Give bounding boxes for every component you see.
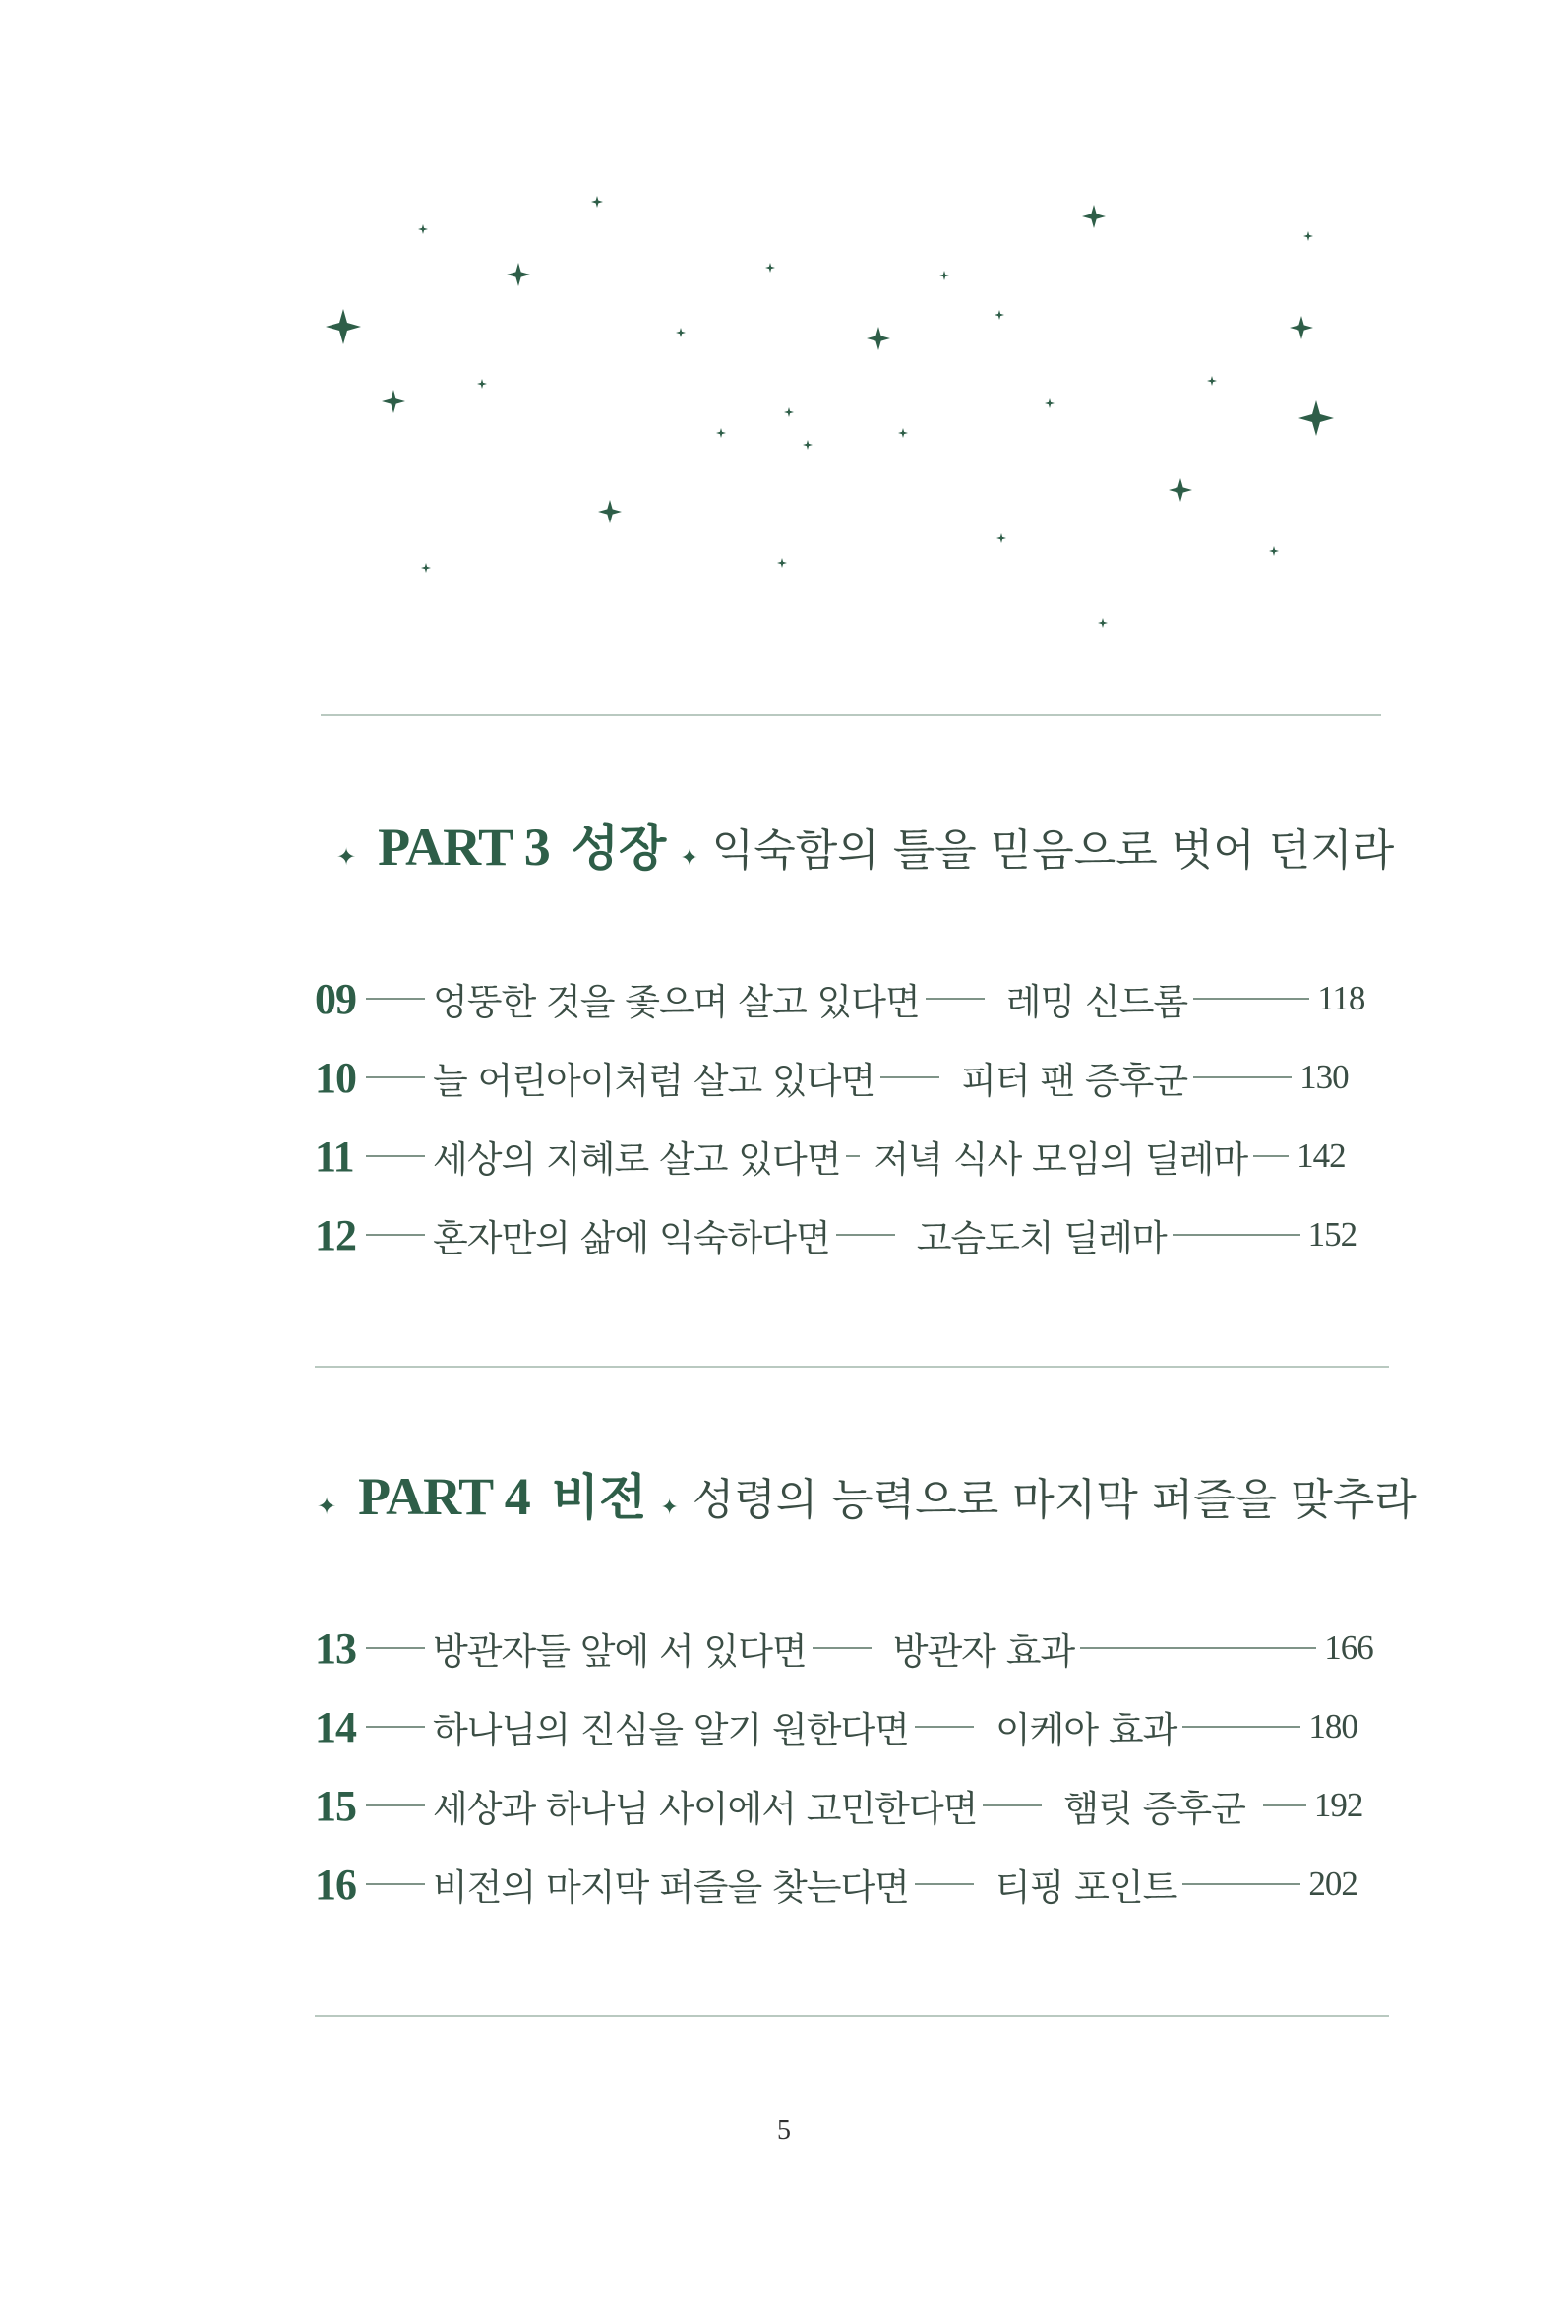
chapter-number: 15 <box>315 1781 356 1830</box>
leader-line <box>813 1647 872 1649</box>
star-bullet-icon: ✦ <box>336 843 357 871</box>
star-icon <box>418 224 428 234</box>
star-icon <box>995 310 1004 320</box>
chapter-topic: 햄릿 증후군 <box>1063 1788 1245 1830</box>
leader-line <box>915 1883 974 1885</box>
part-label: PART 4 <box>358 1467 530 1526</box>
toc-entry[interactable] <box>315 1697 1357 1756</box>
chapter-title: 비전의 마지막 퍼즐을 찾는다면 <box>433 1866 909 1909</box>
leader-line <box>366 1076 425 1078</box>
leader-line <box>366 998 425 1000</box>
leader-line <box>1182 1883 1300 1885</box>
chapter-topic: 티핑 포인트 <box>995 1866 1177 1909</box>
star-icon <box>803 440 813 450</box>
star-icon <box>1303 231 1313 241</box>
chapter-number: 13 <box>315 1623 356 1673</box>
leader-line <box>846 1155 860 1157</box>
star-icon <box>867 327 890 350</box>
star-icon <box>1169 478 1192 502</box>
toc-entry[interactable] <box>315 1619 1373 1678</box>
chapter-topic: 레밍 신드롬 <box>1005 981 1188 1023</box>
chapter-number: 11 <box>315 1131 354 1181</box>
star-icon <box>1290 316 1313 339</box>
chapter-title: 방관자들 앞에 서 있다면 <box>433 1630 807 1673</box>
toc-entry[interactable] <box>315 1127 1346 1186</box>
page-ref: 166 <box>1324 1628 1373 1667</box>
toc-entry[interactable] <box>315 1776 1362 1835</box>
chapter-topic: 이케아 효과 <box>995 1709 1177 1751</box>
leader-line <box>1253 1155 1289 1157</box>
divider-top <box>321 714 1381 716</box>
leader-line <box>915 1726 974 1728</box>
chapter-topic: 방관자 효과 <box>892 1630 1075 1673</box>
chapter-title: 하나님의 진심을 알기 원한다면 <box>433 1709 909 1751</box>
star-icon <box>1098 618 1108 628</box>
chapter-title: 혼자만의 삶에 익숙하다면 <box>433 1217 830 1259</box>
chapter-number: 16 <box>315 1860 356 1909</box>
star-icon <box>1082 205 1106 228</box>
star-icon <box>996 533 1006 543</box>
page-ref: 142 <box>1297 1136 1346 1175</box>
star-icon <box>765 263 775 273</box>
chapter-title: 엉뚱한 것을 좇으며 살고 있다면 <box>433 981 920 1023</box>
part-theme: 비전 <box>551 1468 647 1526</box>
toc-entry[interactable] <box>315 1205 1357 1264</box>
leader-line <box>366 1647 425 1649</box>
star-icon <box>591 196 603 208</box>
leader-line <box>366 1155 425 1157</box>
star-bullet-icon: ✦ <box>317 1493 337 1520</box>
star-separator-icon: ✦ <box>660 1496 679 1520</box>
part-3-heading <box>336 809 1394 880</box>
leader-line <box>1193 998 1309 1000</box>
part-4-heading <box>317 1458 1417 1529</box>
star-icon <box>898 428 908 438</box>
divider-middle <box>315 1366 1389 1368</box>
star-icon <box>326 309 361 344</box>
part-theme: 성장 <box>571 819 667 877</box>
chapter-number: 12 <box>315 1210 356 1259</box>
star-icon <box>421 563 431 573</box>
leader-line <box>1080 1647 1316 1649</box>
toc-entry[interactable] <box>315 1855 1357 1914</box>
chapter-number: 09 <box>315 974 356 1023</box>
star-icon <box>676 328 686 337</box>
page-number: 5 <box>777 2115 791 2146</box>
toc-entry[interactable] <box>315 969 1364 1028</box>
star-icon <box>382 390 405 413</box>
divider-bottom <box>315 2015 1389 2017</box>
leader-line <box>836 1234 895 1236</box>
chapter-topic: 저녁 식사 모임의 딜레마 <box>874 1138 1248 1181</box>
star-icon <box>477 379 487 389</box>
star-separator-icon: ✦ <box>680 846 698 871</box>
leader-line <box>926 998 985 1000</box>
star-icon <box>1045 398 1055 408</box>
page-ref: 192 <box>1313 1786 1363 1824</box>
star-icon <box>784 407 794 417</box>
star-icon <box>939 271 949 280</box>
star-icon <box>1207 376 1217 386</box>
leader-line <box>366 1804 425 1806</box>
star-icon <box>598 500 622 523</box>
leader-line <box>366 1883 425 1885</box>
starfield-decoration <box>0 0 1568 689</box>
star-icon <box>507 263 530 286</box>
part-subtitle: 성령의 능력으로 마지막 퍼즐을 맞추라 <box>692 1475 1417 1525</box>
leader-line <box>1182 1726 1300 1728</box>
star-icon <box>1269 546 1279 556</box>
chapter-title: 세상의 지혜로 살고 있다면 <box>433 1138 841 1181</box>
part-subtitle: 익숙함의 틀을 믿음으로 벗어 던지라 <box>711 826 1395 876</box>
leader-line <box>1263 1804 1306 1806</box>
chapter-title: 늘 어린아이처럼 살고 있다면 <box>433 1060 875 1102</box>
page-ref: 118 <box>1317 979 1365 1017</box>
chapter-title: 세상과 하나님 사이에서 고민한다면 <box>433 1788 978 1830</box>
leader-line <box>366 1726 425 1728</box>
page-ref: 180 <box>1308 1707 1357 1745</box>
leader-line <box>366 1234 425 1236</box>
part-label: PART 3 <box>378 818 550 877</box>
chapter-number: 10 <box>315 1053 356 1102</box>
chapter-topic: 피터 팬 증후군 <box>961 1060 1188 1102</box>
page-ref: 130 <box>1299 1058 1349 1096</box>
leader-line <box>1193 1076 1292 1078</box>
toc-entry[interactable] <box>315 1048 1349 1107</box>
star-icon <box>716 428 726 438</box>
star-icon <box>777 558 787 568</box>
leader-line <box>1173 1234 1300 1236</box>
leader-line <box>880 1076 939 1078</box>
page-ref: 152 <box>1307 1215 1357 1254</box>
leader-line <box>983 1804 1042 1806</box>
chapter-topic: 고슴도치 딜레마 <box>916 1217 1167 1259</box>
chapter-number: 14 <box>315 1702 356 1751</box>
page-ref: 202 <box>1308 1865 1357 1903</box>
star-icon <box>1298 400 1334 436</box>
